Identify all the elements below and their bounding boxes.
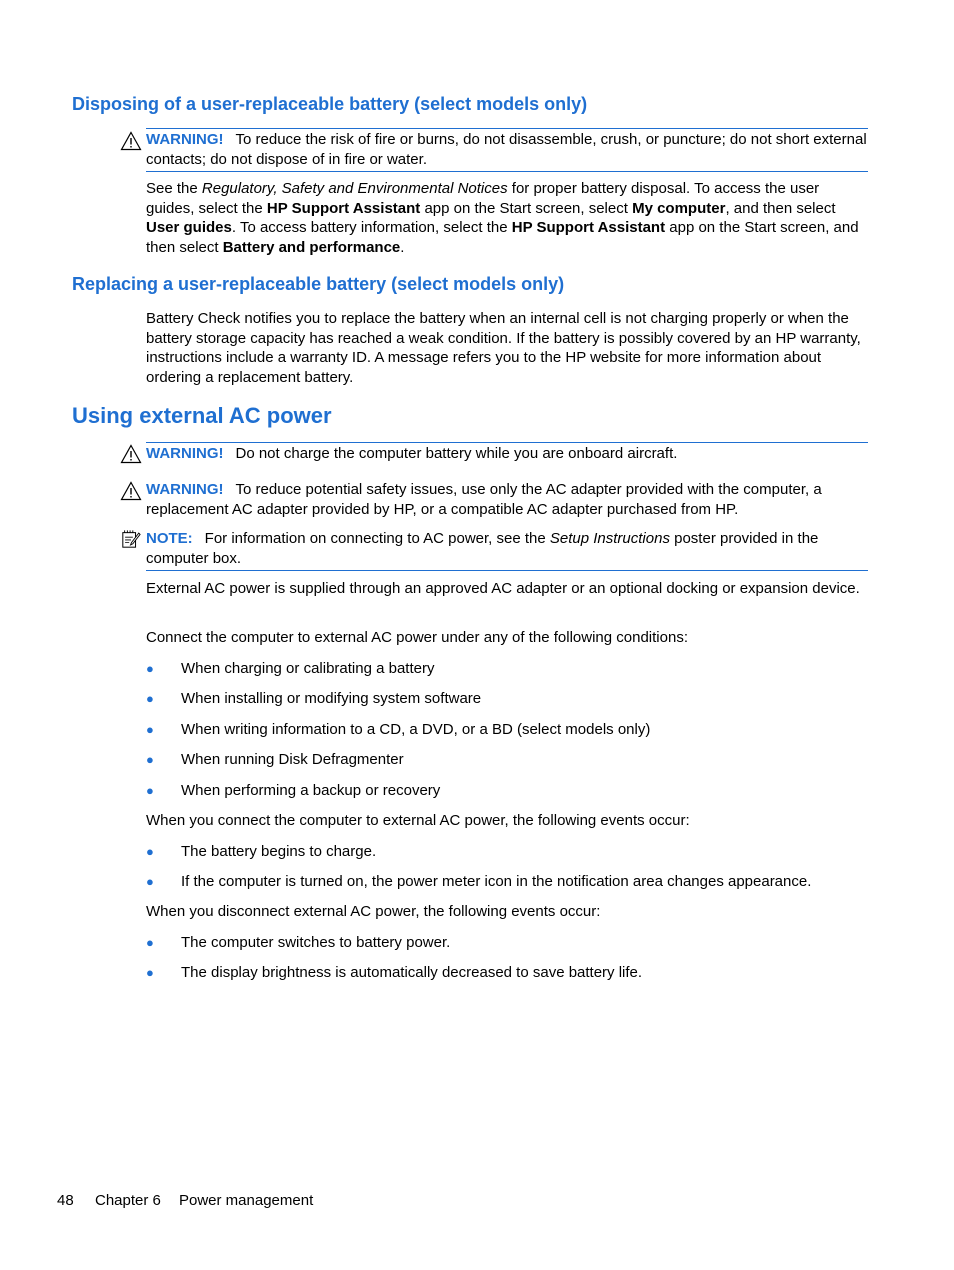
warning-box-disposal [146, 128, 868, 172]
section-heading-disposing: Disposing of a user-replaceable battery (select models only) [72, 94, 588, 114]
warning-triangle-icon [120, 131, 142, 151]
bullet-dot-icon: ● [146, 965, 154, 980]
list-item: When installing or modifying system software [181, 690, 482, 707]
warning-text: To reduce potential safety issues, use only the AC adapter provided with the computer, a replacement AC adapter provided by HP, or a compatible AC adapter purchased from HP. [146, 481, 822, 518]
list-item: When performing a backup or recovery [181, 782, 441, 799]
list-item: When writing information to a CD, a DVD, or a BD (select models only) [181, 721, 651, 738]
paragraph-battery-check: Battery Check notifies you to replace the battery when an internal cell is not charging properly or when the battery storage capacity has reached a weak condition. If the battery is possibly covered by an HP warranty, instructions include a warranty ID. A message refers you to the HP website for more information about ordering a replacement battery. [146, 310, 861, 386]
warning-label: WARNING! [146, 131, 224, 148]
bullet-dot-icon: ● [146, 844, 154, 859]
list-item: The computer switches to battery power. [181, 934, 451, 951]
warning-triangle-icon [120, 481, 142, 501]
note-box-ac-power: NOTE: For information on connecting to AC power, see the Setup Instructions poster provided in the computer box. [146, 528, 868, 571]
paragraph-disposal: See the Regulatory, Safety and Environmental Notices for proper battery disposal. To access the user guides, select the HP Support Assistant app on the Start screen, select My computer, and then select User guides. To access battery information, select the HP Support Assistant app on the Start screen, and then select Battery and performance. [146, 180, 859, 256]
note-pad-icon [120, 529, 142, 549]
list-item: The battery begins to charge. [181, 843, 377, 860]
warning-box-aircraft [146, 442, 868, 464]
paragraph-disconnect-events: When you disconnect external AC power, the following events occur: [146, 903, 601, 920]
warning-text: Do not charge the computer battery while you are onboard aircraft. [235, 445, 678, 462]
section-heading-replacing: Replacing a user-replaceable battery (select models only) [72, 274, 565, 294]
list-item: The display brightness is automatically decreased to save battery life. [181, 964, 643, 981]
footer-chapter-title: Power management [179, 1192, 314, 1209]
list-item: When running Disk Defragmenter [181, 751, 404, 768]
warning-label: WARNING! [146, 481, 224, 498]
section-heading-external-ac: Using external AC power [72, 403, 332, 428]
list-item: When charging or calibrating a battery [181, 660, 435, 677]
bullet-dot-icon: ● [146, 935, 154, 950]
paragraph-conditions-intro: Connect the computer to external AC power under any of the following conditions: [146, 629, 688, 646]
page-number: 48 [57, 1192, 74, 1209]
list-item: If the computer is turned on, the power meter icon in the notification area changes appearance. [181, 873, 812, 890]
footer-chapter: Chapter 6 [95, 1192, 161, 1209]
bullet-dot-icon: ● [146, 722, 154, 737]
paragraph-ac-supply: External AC power is supplied through an approved AC adapter or an optional docking or expansion device. [146, 580, 860, 597]
warning-box-adapter [146, 479, 868, 519]
bullet-dot-icon: ● [146, 691, 154, 706]
warning-triangle-icon [120, 444, 142, 464]
warning-text: To reduce the risk of fire or burns, do not disassemble, crush, or puncture; do not short external contacts; do not dispose of in fire or water. [146, 131, 867, 168]
paragraph-connect-events: When you connect the computer to external AC power, the following events occur: [146, 812, 690, 829]
bullet-dot-icon: ● [146, 661, 154, 676]
bullet-dot-icon: ● [146, 752, 154, 767]
warning-label: WARNING! [146, 445, 224, 462]
note-label: NOTE: [146, 530, 193, 547]
bullet-dot-icon: ● [146, 783, 154, 798]
bullet-dot-icon: ● [146, 874, 154, 889]
